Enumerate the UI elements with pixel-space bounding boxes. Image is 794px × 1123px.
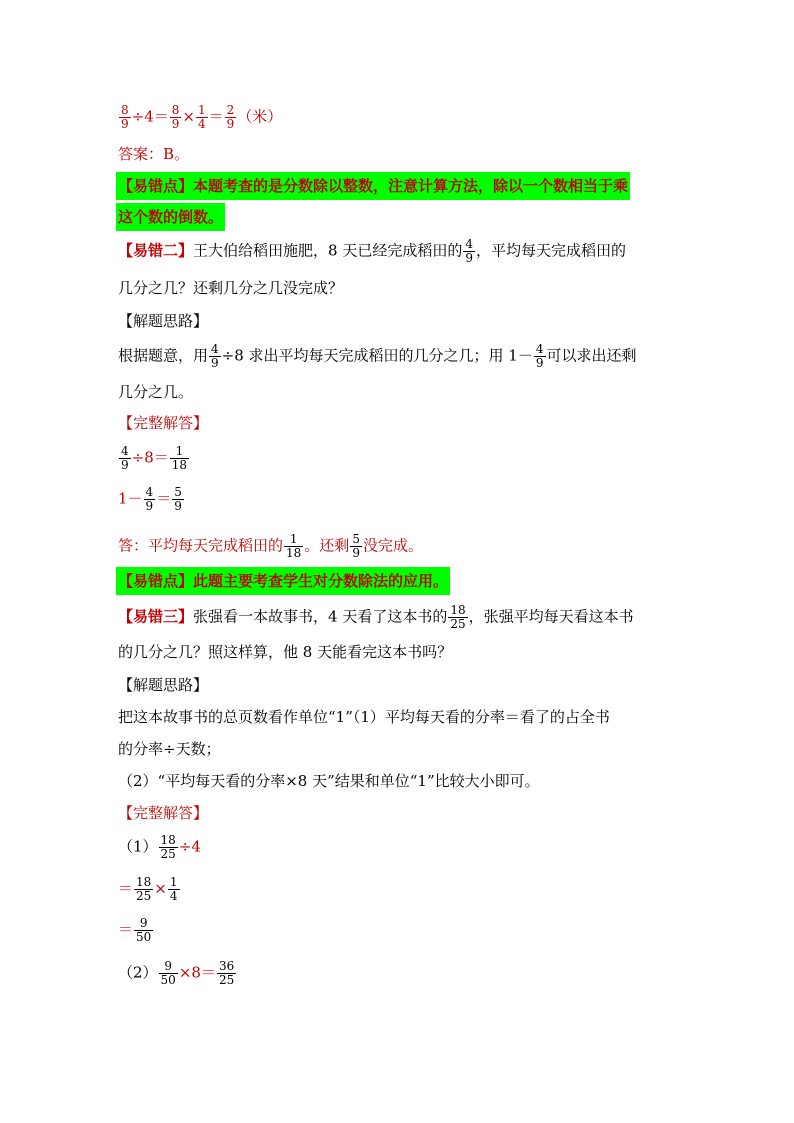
fraction: $\frac{9}{50}$: [136, 916, 152, 944]
fraction: $\frac{18}{25}$: [136, 875, 152, 903]
answer-1: 答案：B。: [118, 145, 190, 163]
fraction: $\frac{4}{9}$: [465, 237, 473, 265]
fraction: $\frac{2}{9}$: [226, 103, 235, 131]
fraction: $\frac{4}{9}$: [145, 485, 154, 513]
question-2-line-2: 几分之几？还剩几分之几没完成？: [118, 279, 344, 297]
question-2-line-1: 【易错二】王大伯给稻田施肥，8 天已经完成稻田的 $\frac{4}{9}$ ，平均每天完成稻田的: [118, 237, 626, 265]
fraction: $\frac{8}{9}$: [171, 103, 180, 131]
answer-2: 答：平均每天完成稻田的 $\frac{1}{18}$ 。还剩 $\frac{5}{9}$ 没完成。: [118, 532, 423, 560]
fraction: $\frac{1}{4}$: [197, 103, 206, 131]
fraction: $\frac{4}{9}$: [535, 342, 544, 370]
section-heading-solve: 【完整解答】: [118, 414, 209, 432]
error-point-highlight-2: 【易错点】此题主要考查学生对分数除法的应用。: [116, 567, 450, 595]
section-heading-think: 【解题思路】: [118, 312, 209, 330]
fraction: $\frac{1}{18}$: [286, 532, 302, 560]
fraction: $\frac{18}{25}$: [160, 833, 176, 861]
fraction: $\frac{1}{4}$: [169, 875, 178, 903]
explain-3-line-2: 的分率÷天数；: [118, 740, 221, 758]
fraction: $\frac{4}{9}$: [211, 342, 219, 370]
calc-3-step-2: ＝ $\frac{18}{25}$ × $\frac{1}{4}$: [118, 875, 178, 903]
calc-3-step-4: （2） $\frac{9}{50}$ ×8＝ $\frac{36}{25}$: [118, 959, 235, 987]
fraction: $\frac{4}{9}$: [121, 444, 129, 472]
fraction: $\frac{1}{18}$: [171, 444, 188, 472]
calc-3-step-1: （1） $\frac{18}{25}$ ÷4: [118, 833, 201, 861]
explain-2-line-2: 几分之几。: [118, 383, 194, 401]
error-point-highlight-1a: 【易错点】本题考查的是分数除以整数，注意计算方法，除以一个数相当于乘: [116, 172, 630, 200]
explain-3-line-1: 把这本故事书的总页数看作单位“1”（1）平均每天看的分率＝看了的占全书: [118, 708, 610, 726]
calc-line-1: $\frac{8}{9}$ ÷4＝ $\frac{8}{9}$ × $\frac{1}{4}$ ＝ $\frac{2}{9}$ （米）: [121, 103, 283, 131]
error-point-highlight-1b: 这个数的倒数。: [116, 203, 225, 231]
question-3-line-2: 的几分之几？照这样算，他 8 天能看完这本书吗？: [118, 643, 453, 661]
explain-3-line-3: （2）“平均每天看的分率×8 天”结果和单位“1”比较大小即可。: [118, 772, 540, 790]
explain-2-line-1: 根据题意，用 $\frac{4}{9}$ ÷8 求出平均每天完成稻田的几分之几；用 1－ $\frac{4}{9}$ 可以求出还剩: [118, 342, 637, 370]
fraction: $\frac{18}{25}$: [450, 603, 466, 631]
fraction: $\frac{36}{25}$: [218, 959, 235, 987]
calc-3-step-3: ＝ $\frac{9}{50}$: [118, 916, 152, 944]
question-tag: 【易错三】: [118, 607, 194, 626]
question-tag: 【易错二】: [118, 241, 194, 260]
question-3-line-1: 【易错三】张强看一本故事书，4 天看了这本书的 $\frac{18}{25}$ ，张强平均每天看这本书: [118, 603, 634, 631]
section-heading-think-3: 【解题思路】: [118, 676, 209, 694]
calc-2-line-1: $\frac{4}{9}$ ÷8＝ $\frac{1}{18}$: [121, 444, 188, 472]
section-heading-solve-3: 【完整解答】: [118, 804, 209, 822]
fraction: $\frac{9}{50}$: [160, 959, 176, 987]
fraction: $\frac{8}{9}$: [121, 103, 129, 131]
fraction: $\frac{5}{9}$: [352, 532, 360, 560]
fraction: $\frac{5}{9}$: [174, 485, 182, 513]
calc-2-line-2: 1－ $\frac{4}{9}$ ＝ $\frac{5}{9}$: [118, 485, 182, 513]
